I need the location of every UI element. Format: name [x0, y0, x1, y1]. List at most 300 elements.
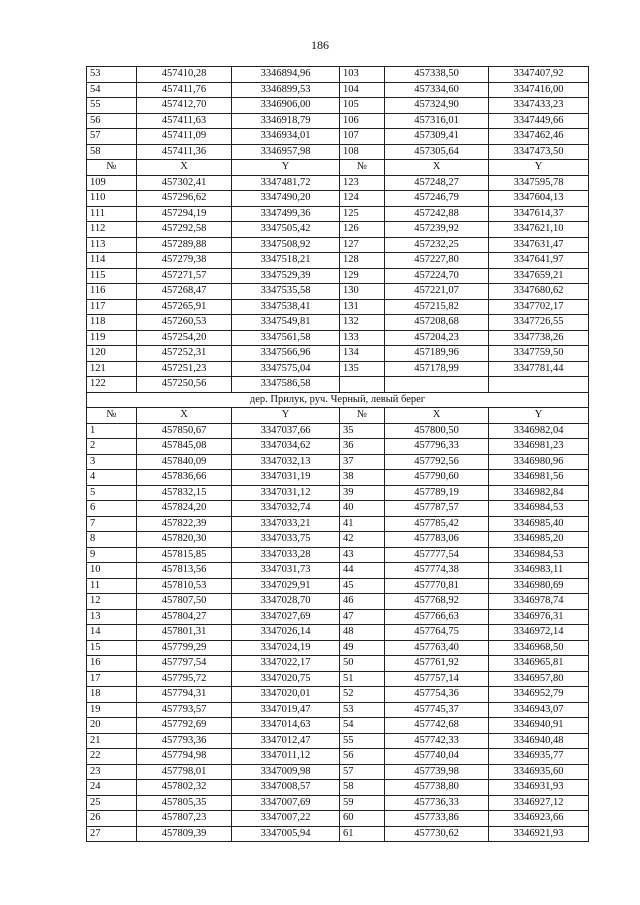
point-number: 8	[87, 532, 137, 548]
point-number: 103	[340, 67, 385, 83]
point-number: 53	[87, 67, 137, 83]
x-coordinate: 457810,53	[137, 578, 232, 594]
y-coordinate: 3346906,00	[232, 98, 340, 114]
x-coordinate: 457740,04	[385, 749, 489, 765]
table-row	[87, 795, 589, 811]
x-coordinate: 457338,50	[385, 67, 489, 83]
table-row	[87, 578, 589, 594]
x-coordinate: 457411,63	[137, 113, 232, 129]
y-coordinate: 3347012,47	[232, 733, 340, 749]
point-number: 42	[340, 532, 385, 548]
x-coordinate: 457813,56	[137, 563, 232, 579]
header-num: №	[340, 160, 385, 176]
y-coordinate: 3347659,21	[489, 268, 589, 284]
x-coordinate: 457250,56	[137, 377, 232, 393]
point-number: 135	[340, 361, 385, 377]
point-number: 55	[87, 98, 137, 114]
table-row	[87, 144, 589, 160]
y-coordinate: 3346981,23	[489, 439, 589, 455]
point-number: 47	[340, 609, 385, 625]
table-row	[87, 656, 589, 672]
x-coordinate: 457324,90	[385, 98, 489, 114]
header-y: Y	[489, 408, 589, 424]
y-coordinate: 3346984,53	[489, 547, 589, 563]
x-coordinate: 457204,23	[385, 330, 489, 346]
table-row	[87, 67, 589, 83]
point-number: 129	[340, 268, 385, 284]
section-title: дер. Прилук, руч. Черный, левый берег	[87, 392, 589, 408]
point-number: 128	[340, 253, 385, 269]
point-number: 23	[87, 764, 137, 780]
page-number: 186	[311, 38, 329, 52]
x-coordinate: 457802,32	[137, 780, 232, 796]
x-coordinate: 457793,57	[137, 702, 232, 718]
table-header-row	[87, 408, 589, 424]
y-coordinate: 3346899,53	[232, 82, 340, 98]
point-number: 5	[87, 485, 137, 501]
point-number: 55	[340, 733, 385, 749]
point-number: 43	[340, 547, 385, 563]
table-row	[87, 671, 589, 687]
point-number: 114	[87, 253, 137, 269]
point-number: 119	[87, 330, 137, 346]
header-num: №	[340, 408, 385, 424]
point-number: 25	[87, 795, 137, 811]
x-coordinate: 457208,68	[385, 315, 489, 331]
x-coordinate: 457215,82	[385, 299, 489, 315]
y-coordinate: 3347027,69	[232, 609, 340, 625]
table-row	[87, 718, 589, 734]
table-row	[87, 222, 589, 238]
x-coordinate: 457822,39	[137, 516, 232, 532]
point-number: 124	[340, 191, 385, 207]
point-number: 132	[340, 315, 385, 331]
header-x: X	[137, 408, 232, 424]
point-number: 127	[340, 237, 385, 253]
y-coordinate: 3347009,98	[232, 764, 340, 780]
table-row	[87, 532, 589, 548]
y-coordinate: 3346923,66	[489, 811, 589, 827]
y-coordinate: 3346983,11	[489, 563, 589, 579]
x-coordinate: 457763,40	[385, 640, 489, 656]
table-row	[87, 470, 589, 486]
y-coordinate: 3347033,21	[232, 516, 340, 532]
y-coordinate: 3347462,46	[489, 129, 589, 145]
x-coordinate: 457832,15	[137, 485, 232, 501]
x-coordinate: 457242,88	[385, 206, 489, 222]
y-coordinate: 3347407,92	[489, 67, 589, 83]
x-coordinate: 457232,25	[385, 237, 489, 253]
section-title-row	[87, 392, 589, 408]
x-coordinate: 457239,92	[385, 222, 489, 238]
y-coordinate: 3347759,50	[489, 346, 589, 362]
table-row	[87, 454, 589, 470]
table-row	[87, 749, 589, 765]
y-coordinate: 3346981,56	[489, 470, 589, 486]
y-coordinate: 3347726,55	[489, 315, 589, 331]
x-coordinate: 457730,62	[385, 826, 489, 842]
header-y: Y	[489, 160, 589, 176]
y-coordinate: 3346976,31	[489, 609, 589, 625]
point-number: 112	[87, 222, 137, 238]
y-coordinate: 3347007,69	[232, 795, 340, 811]
y-coordinate: 3347031,73	[232, 563, 340, 579]
point-number: 59	[340, 795, 385, 811]
x-coordinate: 457774,38	[385, 563, 489, 579]
y-coordinate: 3347011,12	[232, 749, 340, 765]
header-y: Y	[232, 160, 340, 176]
y-coordinate: 3346980,96	[489, 454, 589, 470]
y-coordinate: 3347499,36	[232, 206, 340, 222]
y-coordinate: 3347575,04	[232, 361, 340, 377]
y-coordinate: 3347505,42	[232, 222, 340, 238]
header-num: №	[87, 408, 137, 424]
y-coordinate: 3347031,12	[232, 485, 340, 501]
y-coordinate: 3347033,75	[232, 532, 340, 548]
y-coordinate: 3347529,39	[232, 268, 340, 284]
y-coordinate: 3347033,28	[232, 547, 340, 563]
table-row	[87, 268, 589, 284]
x-coordinate: 457824,20	[137, 501, 232, 517]
x-coordinate: 457794,31	[137, 687, 232, 703]
x-coordinate: 457289,88	[137, 237, 232, 253]
point-number: 52	[340, 687, 385, 703]
table-row	[87, 826, 589, 842]
y-coordinate: 3347024,19	[232, 640, 340, 656]
x-coordinate: 457764,75	[385, 625, 489, 641]
table-row	[87, 129, 589, 145]
table-row	[87, 733, 589, 749]
x-coordinate: 457292,58	[137, 222, 232, 238]
x-coordinate: 457757,14	[385, 671, 489, 687]
point-number: 56	[340, 749, 385, 765]
y-coordinate: 3346931,93	[489, 780, 589, 796]
point-number: 4	[87, 470, 137, 486]
point-number: 57	[340, 764, 385, 780]
point-number: 61	[340, 826, 385, 842]
table-row	[87, 361, 589, 377]
point-number: 41	[340, 516, 385, 532]
point-number: 54	[87, 82, 137, 98]
x-coordinate: 457790,60	[385, 470, 489, 486]
x-coordinate: 457248,27	[385, 175, 489, 191]
x-coordinate: 457815,85	[137, 547, 232, 563]
header-x: X	[385, 408, 489, 424]
x-coordinate: 457789,19	[385, 485, 489, 501]
point-number: 107	[340, 129, 385, 145]
table-row	[87, 423, 589, 439]
table-row	[87, 501, 589, 517]
coordinates-table	[86, 66, 589, 842]
point-number: 106	[340, 113, 385, 129]
y-coordinate: 3347561,58	[232, 330, 340, 346]
point-number: 19	[87, 702, 137, 718]
y-coordinate: 3347781,44	[489, 361, 589, 377]
point-number: 46	[340, 594, 385, 610]
point-number: 105	[340, 98, 385, 114]
point-number: 9	[87, 547, 137, 563]
x-coordinate: 457268,47	[137, 284, 232, 300]
table-row	[87, 687, 589, 703]
y-coordinate: 3347019,47	[232, 702, 340, 718]
point-number: 120	[87, 346, 137, 362]
point-number: 110	[87, 191, 137, 207]
point-number: 13	[87, 609, 137, 625]
y-coordinate: 3346968,50	[489, 640, 589, 656]
header-y: Y	[232, 408, 340, 424]
x-coordinate: 457793,36	[137, 733, 232, 749]
point-number: 54	[340, 718, 385, 734]
table-row	[87, 377, 589, 393]
point-number: 104	[340, 82, 385, 98]
x-coordinate: 457738,80	[385, 780, 489, 796]
point-number: 57	[87, 129, 137, 145]
x-coordinate: 457309,41	[385, 129, 489, 145]
y-coordinate: 3346940,48	[489, 733, 589, 749]
point-number: 11	[87, 578, 137, 594]
point-number: 133	[340, 330, 385, 346]
y-coordinate: 3347586,58	[232, 377, 340, 393]
y-coordinate: 3346894,96	[232, 67, 340, 83]
x-coordinate: 457302,41	[137, 175, 232, 191]
x-coordinate: 457807,50	[137, 594, 232, 610]
y-coordinate: 3347680,62	[489, 284, 589, 300]
y-coordinate: 3347028,70	[232, 594, 340, 610]
x-coordinate: 457800,50	[385, 423, 489, 439]
table-row	[87, 594, 589, 610]
y-coordinate: 3346965,81	[489, 656, 589, 672]
table-row	[87, 811, 589, 827]
y-coordinate: 3346982,84	[489, 485, 589, 501]
x-coordinate: 457783,06	[385, 532, 489, 548]
x-coordinate: 457785,42	[385, 516, 489, 532]
point-number: 45	[340, 578, 385, 594]
coordinates-table-body	[87, 67, 589, 842]
point-number: 131	[340, 299, 385, 315]
point-number: 24	[87, 780, 137, 796]
x-coordinate: 457840,09	[137, 454, 232, 470]
x-coordinate: 457410,28	[137, 67, 232, 83]
table-row	[87, 330, 589, 346]
x-coordinate: 457761,92	[385, 656, 489, 672]
y-coordinate: 3347032,74	[232, 501, 340, 517]
y-coordinate: 3346935,77	[489, 749, 589, 765]
x-coordinate: 457411,09	[137, 129, 232, 145]
table-row	[87, 315, 589, 331]
table-row	[87, 563, 589, 579]
y-coordinate: 3347473,50	[489, 144, 589, 160]
x-coordinate: 457768,92	[385, 594, 489, 610]
table-header-row	[87, 160, 589, 176]
y-coordinate: 3347518,21	[232, 253, 340, 269]
x-coordinate: 457777,54	[385, 547, 489, 563]
x-coordinate: 457411,36	[137, 144, 232, 160]
x-coordinate: 457787,57	[385, 501, 489, 517]
x-coordinate: 457254,20	[137, 330, 232, 346]
point-number	[340, 377, 385, 393]
y-coordinate: 3346934,01	[232, 129, 340, 145]
point-number: 122	[87, 377, 137, 393]
y-coordinate: 3347014,63	[232, 718, 340, 734]
y-coordinate: 3347029,91	[232, 578, 340, 594]
x-coordinate: 457178,99	[385, 361, 489, 377]
table-row	[87, 206, 589, 222]
y-coordinate: 3347037,66	[232, 423, 340, 439]
x-coordinate: 457805,35	[137, 795, 232, 811]
x-coordinate: 457227,80	[385, 253, 489, 269]
point-number: 108	[340, 144, 385, 160]
y-coordinate: 3346978,74	[489, 594, 589, 610]
y-coordinate: 3346952,79	[489, 687, 589, 703]
y-coordinate: 3346980,69	[489, 578, 589, 594]
y-coordinate: 3347508,92	[232, 237, 340, 253]
x-coordinate: 457804,27	[137, 609, 232, 625]
y-coordinate: 3347022,17	[232, 656, 340, 672]
point-number: 130	[340, 284, 385, 300]
point-number: 118	[87, 315, 137, 331]
x-coordinate: 457770,81	[385, 578, 489, 594]
y-coordinate: 3347535,58	[232, 284, 340, 300]
x-coordinate: 457850,67	[137, 423, 232, 439]
point-number: 121	[87, 361, 137, 377]
table-row	[87, 299, 589, 315]
x-coordinate: 457271,57	[137, 268, 232, 284]
table-row	[87, 253, 589, 269]
y-coordinate: 3347031,19	[232, 470, 340, 486]
table-row	[87, 82, 589, 98]
point-number: 126	[340, 222, 385, 238]
x-coordinate: 457246,79	[385, 191, 489, 207]
x-coordinate: 457798,01	[137, 764, 232, 780]
point-number: 134	[340, 346, 385, 362]
y-coordinate: 3347631,47	[489, 237, 589, 253]
x-coordinate: 457252,31	[137, 346, 232, 362]
y-coordinate: 3346957,80	[489, 671, 589, 687]
y-coordinate: 3347621,10	[489, 222, 589, 238]
y-coordinate: 3347481,72	[232, 175, 340, 191]
table-row	[87, 702, 589, 718]
x-coordinate: 457742,33	[385, 733, 489, 749]
y-coordinate: 3347433,23	[489, 98, 589, 114]
x-coordinate: 457221,07	[385, 284, 489, 300]
point-number: 56	[87, 113, 137, 129]
x-coordinate: 457836,66	[137, 470, 232, 486]
y-coordinate: 3346927,12	[489, 795, 589, 811]
header-x: X	[385, 160, 489, 176]
y-coordinate: 3346921,93	[489, 826, 589, 842]
y-coordinate: 3347490,20	[232, 191, 340, 207]
point-number: 18	[87, 687, 137, 703]
y-coordinate: 3346935,60	[489, 764, 589, 780]
point-number: 113	[87, 237, 137, 253]
point-number: 44	[340, 563, 385, 579]
x-coordinate: 457807,23	[137, 811, 232, 827]
point-number: 35	[340, 423, 385, 439]
x-coordinate: 457794,98	[137, 749, 232, 765]
x-coordinate	[385, 377, 489, 393]
y-coordinate: 3346957,98	[232, 144, 340, 160]
y-coordinate: 3346918,79	[232, 113, 340, 129]
y-coordinate: 3347702,17	[489, 299, 589, 315]
table-row	[87, 640, 589, 656]
header-num: №	[87, 160, 137, 176]
point-number: 50	[340, 656, 385, 672]
y-coordinate: 3347738,26	[489, 330, 589, 346]
point-number: 116	[87, 284, 137, 300]
table-row	[87, 625, 589, 641]
point-number: 49	[340, 640, 385, 656]
table-row	[87, 191, 589, 207]
point-number: 1	[87, 423, 137, 439]
point-number: 14	[87, 625, 137, 641]
table-row	[87, 439, 589, 455]
point-number: 12	[87, 594, 137, 610]
x-coordinate: 457792,69	[137, 718, 232, 734]
y-coordinate: 3347416,00	[489, 82, 589, 98]
point-number: 58	[87, 144, 137, 160]
point-number: 22	[87, 749, 137, 765]
table-row	[87, 237, 589, 253]
x-coordinate: 457742,68	[385, 718, 489, 734]
point-number: 2	[87, 439, 137, 455]
point-number: 15	[87, 640, 137, 656]
table-row	[87, 780, 589, 796]
table-row	[87, 516, 589, 532]
x-coordinate: 457411,76	[137, 82, 232, 98]
point-number: 37	[340, 454, 385, 470]
x-coordinate: 457305,64	[385, 144, 489, 160]
x-coordinate: 457796,33	[385, 439, 489, 455]
x-coordinate: 457296,62	[137, 191, 232, 207]
x-coordinate: 457809,39	[137, 826, 232, 842]
y-coordinate: 3347008,57	[232, 780, 340, 796]
point-number: 48	[340, 625, 385, 641]
point-number: 38	[340, 470, 385, 486]
x-coordinate: 457797,54	[137, 656, 232, 672]
point-number: 7	[87, 516, 137, 532]
y-coordinate: 3346943,07	[489, 702, 589, 718]
y-coordinate: 3347604,13	[489, 191, 589, 207]
y-coordinate: 3346985,40	[489, 516, 589, 532]
table-row	[87, 764, 589, 780]
point-number: 27	[87, 826, 137, 842]
point-number: 115	[87, 268, 137, 284]
point-number: 39	[340, 485, 385, 501]
point-number: 36	[340, 439, 385, 455]
table-row	[87, 346, 589, 362]
y-coordinate: 3347566,96	[232, 346, 340, 362]
point-number: 21	[87, 733, 137, 749]
point-number: 111	[87, 206, 137, 222]
point-number: 6	[87, 501, 137, 517]
table-row	[87, 609, 589, 625]
header-x: X	[137, 160, 232, 176]
x-coordinate: 457754,36	[385, 687, 489, 703]
table-row	[87, 175, 589, 191]
point-number: 3	[87, 454, 137, 470]
y-coordinate: 3347595,78	[489, 175, 589, 191]
y-coordinate: 3347026,14	[232, 625, 340, 641]
point-number: 53	[340, 702, 385, 718]
x-coordinate: 457766,63	[385, 609, 489, 625]
table-row	[87, 98, 589, 114]
x-coordinate: 457412,70	[137, 98, 232, 114]
table-row	[87, 113, 589, 129]
point-number: 10	[87, 563, 137, 579]
point-number: 125	[340, 206, 385, 222]
y-coordinate: 3347538,41	[232, 299, 340, 315]
x-coordinate: 457189,96	[385, 346, 489, 362]
